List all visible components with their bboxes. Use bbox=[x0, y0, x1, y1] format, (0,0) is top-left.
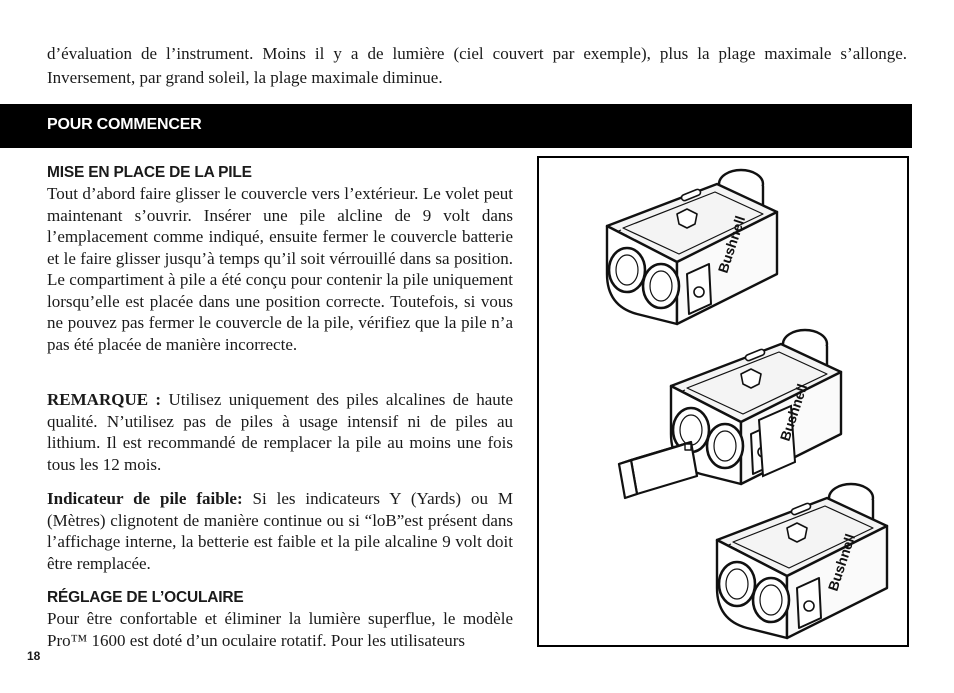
note-label: REMARQUE : bbox=[47, 390, 162, 409]
rangefinder-step-1 bbox=[607, 170, 777, 324]
eyepiece-heading: RÉGLAGE DE L’OCULAIRE bbox=[47, 589, 244, 606]
svg-text:Bushnell: Bushnell bbox=[824, 531, 859, 593]
battery-9v bbox=[619, 442, 697, 498]
battery-illustration-frame bbox=[537, 156, 909, 647]
section-banner bbox=[0, 104, 912, 148]
intro-paragraph: d’évaluation de l’instrument. Moins il y a de lumière (ciel couvert par exemple), plus la plage maximale s’allonge. Inversement, par grand soleil, la plage maximale diminue. bbox=[47, 44, 907, 87]
svg-text:Bushnell: Bushnell bbox=[776, 381, 811, 443]
brand-logo-1: Bushnell bbox=[714, 213, 749, 275]
low-battery-section bbox=[47, 488, 513, 574]
note-section bbox=[47, 389, 513, 475]
page-number: 18 bbox=[27, 649, 41, 663]
battery-heading: MISE EN PLACE DE LA PILE bbox=[47, 164, 252, 181]
note-text: Utilisez uniquement des piles alcalines de haute qualité. N’utilisez pas de piles à usage intensif ni de piles au lithium. Il est recommandé de remplacer la pile au moins une fois tous les 12 mois. bbox=[47, 390, 514, 474]
section-title: POUR COMMENCER bbox=[47, 116, 202, 133]
rangefinder-step-2 bbox=[671, 330, 841, 484]
low-battery-text: Si les indicateurs Y (Yards) ou M (Mètres) clignotent de manière continue ou si “loB”est présent dans l’affichage interne, la betterie est faible et la pile alcaline 9 volt doit être remplacée. bbox=[47, 489, 513, 573]
battery-installation-illustration bbox=[539, 158, 907, 645]
battery-paragraph: Tout d’abord faire glisser le couvercle vers l’extérieur. Le volet peut maintenant s’ouvrir. Insérer une pile alcline de 9 volt dans l’emplacement comme indiqué, ensuite fermer le couvercle batterie et le faire glisser jusqu’à temps qu’il soit vérrouillé dans sa position. Le compartiment à pile a été conçu pour contenir la pile uniquement lorsqu’elle est placée dans une position correcte. Toutefois, si vous ne pouvez pas fermer le couvercle de la pile, vérifiez que la pile n’a pas été placée de manière incorrecte. bbox=[47, 184, 513, 354]
rangefinder-step-3 bbox=[717, 484, 887, 638]
battery-section bbox=[47, 163, 513, 355]
eyepiece-paragraph: Pour être confortable et éliminer la lumière superflue, le modèle Pro™ 1600 est doté d’un oculaire rotatif. Pour les utilisateurs bbox=[47, 609, 513, 650]
low-battery-label: Indicateur de pile faible: bbox=[47, 489, 243, 508]
low-battery-paragraph bbox=[47, 488, 513, 574]
note-paragraph bbox=[47, 389, 513, 475]
eyepiece-section bbox=[47, 588, 513, 651]
